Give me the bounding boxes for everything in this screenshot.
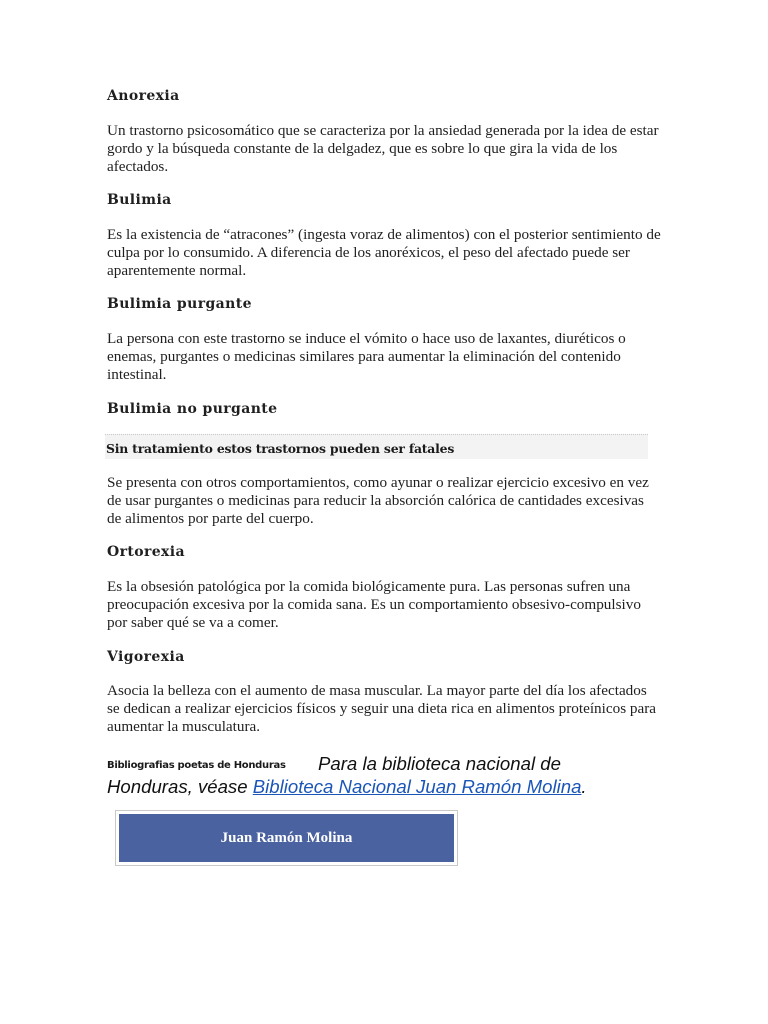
paragraph-vigorexia: Asocia la belleza con el aumento de masa muscular. La mayor parte del día los afectados se dedican a realizar ejercicios físicos y seguir una dieta rica en alimentos proteínicos para aumentar la musculatura. <box>107 682 657 736</box>
bibliography-label: Bibliografias poetas de Honduras <box>107 760 286 771</box>
heading-bulimia: Bulimia <box>107 192 172 208</box>
biblioteca-nacional-link[interactable]: Biblioteca Nacional Juan Ramón Molina <box>252 776 582 797</box>
heading-anorexia: Anorexia <box>107 88 180 104</box>
callout-text: Sin tratamiento estos trastornos pueden ser fatales <box>106 441 455 456</box>
paragraph-bulimia-purgante: La persona con este trastorno se induce el vómito o hace uso de laxantes, diuréticos o enemas, purgantes o medicinas similares para aumentar la eliminación del contenido intestinal. <box>107 330 626 384</box>
heading-ortorexia: Ortorexia <box>107 544 185 560</box>
library-note-line1: Para la biblioteca nacional de <box>318 753 561 774</box>
banner-fill <box>119 814 454 862</box>
library-note-prefix: Honduras, véase <box>107 776 253 797</box>
paragraph-anorexia: Un trastorno psicosomático que se caracteriza por la ansiedad generada por la idea de estar gordo y la búsqueda constante de la delgadez, que es sobre lo que gira la vida de los afectados. <box>107 122 659 176</box>
heading-bulimia-no-purgante: Bulimia no purgante <box>107 401 278 417</box>
paragraph-bulimia: Es la existencia de “atracones” (ingesta voraz de alimentos) con el posterior sentimiento de culpa por lo consumido. A diferencia de los anoréxicos, el peso del afectado puede ser aparentemente normal. <box>107 226 661 280</box>
heading-bulimia-purgante: Bulimia purgante <box>107 296 252 312</box>
library-note-suffix: . <box>581 776 587 797</box>
library-note-line2 <box>107 776 587 798</box>
heading-vigorexia: Vigorexia <box>107 649 185 665</box>
callout-box <box>105 434 648 459</box>
juan-ramon-molina-banner[interactable] <box>115 810 458 866</box>
paragraph-ortorexia: Es la obsesión patológica por la comida biológicamente pura. Las personas sufren una preocupación excesiva por la comida sana. Es un comportamiento obsesivo-compulsivo por saber qué se va a comer. <box>107 578 641 632</box>
paragraph-bulimia-no-purgante: Se presenta con otros comportamientos, como ayunar o realizar ejercicio excesivo en vez de usar purgantes o medicinas para reducir la absorción calórica de cantidades excesivas de alimentos por parte del cuerpo. <box>107 474 649 528</box>
banner-label: Juan Ramón Molina <box>220 829 353 846</box>
